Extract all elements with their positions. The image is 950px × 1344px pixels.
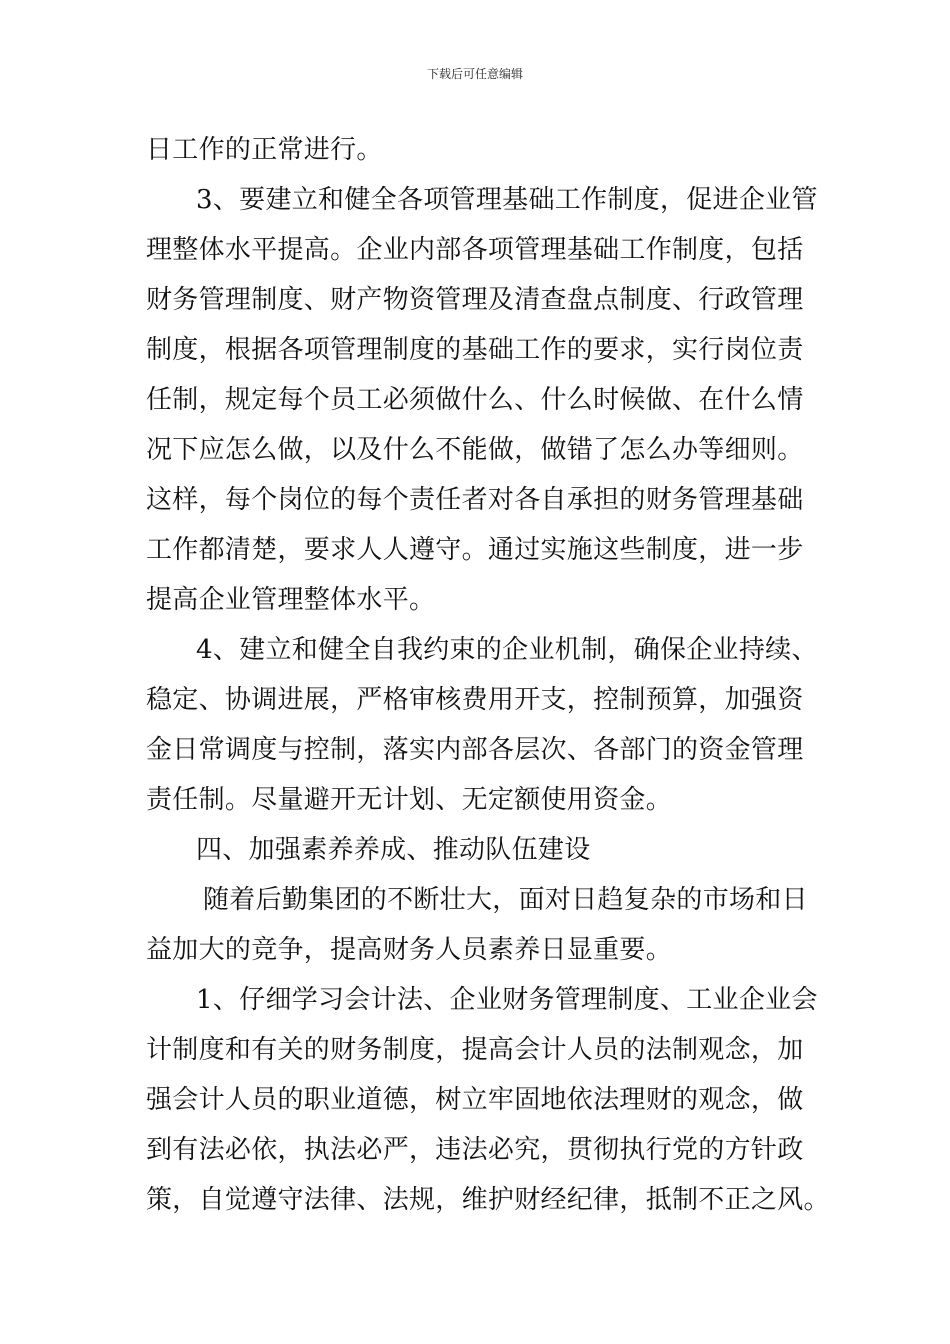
page-header-note: 下载后可任意编辑 [426,67,523,81]
document-body [146,125,830,1225]
text-line: 策，自觉遵守法律、法规，维护财经纪律，抵制不正之风。 [146,1185,830,1215]
text-line: 理整体水平提高。企业内部各项管理基础工作制度，包括 [146,235,804,265]
paragraph-item-4-start: 4、建立和健全自我约束的企业机制，确保企业持续、 [196,635,818,665]
text-line: 日工作的正常进行。 [146,135,383,165]
text-line: 金日常调度与控制，落实内部各层次、各部门的资金管理 [146,735,804,765]
text-line: 计制度和有关的财务制度，提高会计人员的法制观念，加 [146,1035,804,1065]
text-line: 这样，每个岗位的每个责任者对各自承担的财务管理基础 [146,485,804,515]
paragraph-item-3-start: 3、要建立和健全各项管理基础工作制度，促进企业管 [196,185,818,215]
paragraph-start: 随着后勤集团的不断壮大，面对日趋复杂的市场和日 [203,885,808,915]
text-line: 益加大的竞争，提高财务人员素养日显重要。 [146,935,673,965]
section-heading-4: 四、加强素养养成、推动队伍建设 [196,835,591,865]
text-line: 强会计人员的职业道德，树立牢固地依法理财的观念，做 [146,1085,804,1115]
text-line: 提高企业管理整体水平。 [146,585,436,615]
paragraph-item-1-start: 1、仔细学习会计法、企业财务管理制度、工业企业会 [196,985,818,1015]
text-line: 财务管理制度、财产物资管理及清查盘点制度、行政管理 [146,285,804,315]
text-line: 到有法必依，执法必严，违法必究，贯彻执行党的方针政 [146,1135,804,1165]
text-line: 况下应怎么做，以及什么不能做，做错了怎么办等细则。 [146,435,804,465]
text-line: 任制，规定每个员工必须做什么、什么时候做、在什么情 [146,385,804,415]
text-line: 稳定、协调进展，严格审核费用开支，控制预算，加强资 [146,685,804,715]
text-line: 制度，根据各项管理制度的基础工作的要求，实行岗位责 [146,335,804,365]
text-line: 工作都清楚，要求人人遵守。通过实施这些制度，进一步 [146,535,804,565]
text-line: 责任制。尽量避开无计划、无定额使用资金。 [146,785,673,815]
